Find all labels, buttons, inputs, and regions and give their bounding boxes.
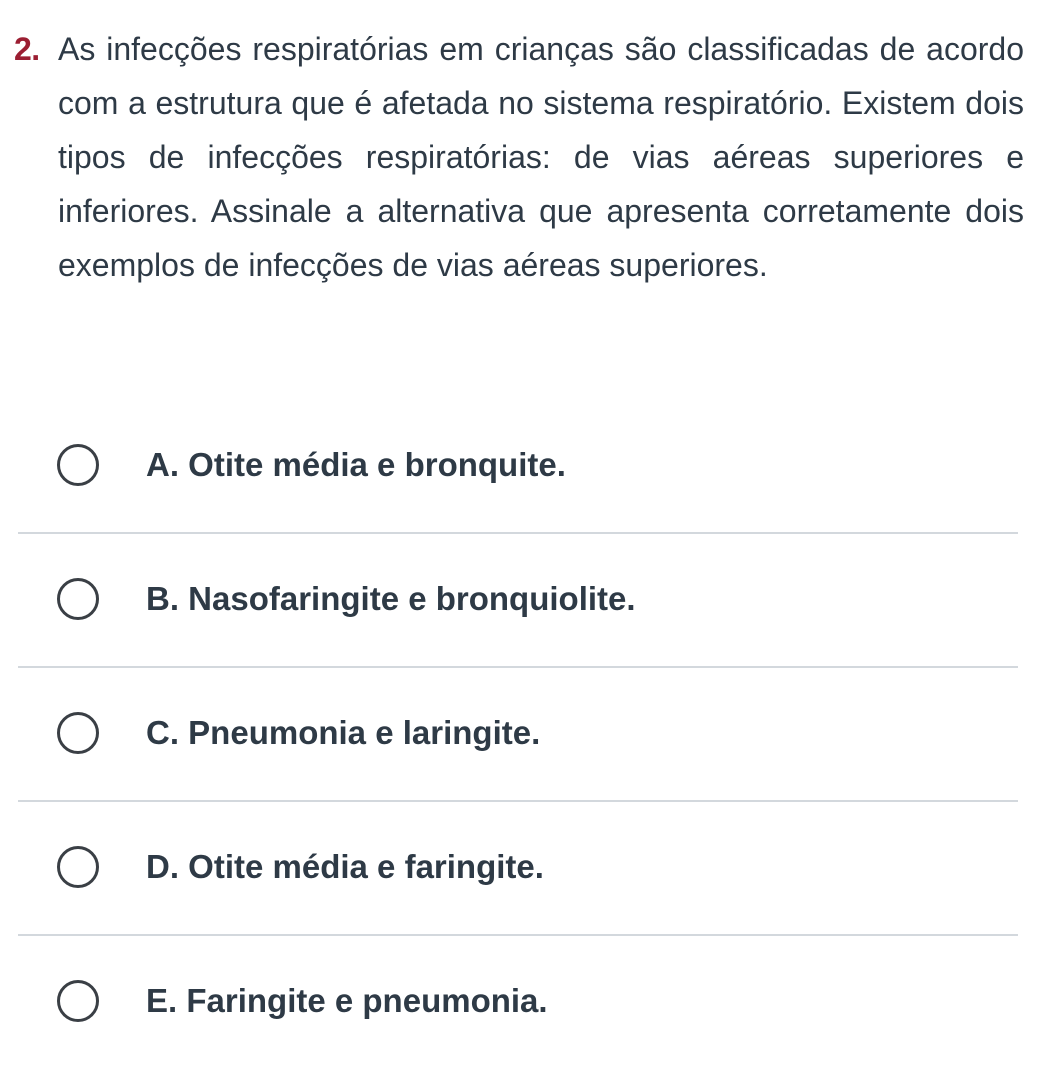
option-e[interactable] <box>0 934 1020 1068</box>
radio-b[interactable] <box>57 578 99 620</box>
option-b[interactable] <box>0 532 1020 666</box>
radio-d[interactable] <box>57 846 99 888</box>
option-d-label: D. Otite média e faringite. <box>146 848 544 885</box>
option-e-label: E. Faringite e pneumonia. <box>146 982 548 1019</box>
option-d[interactable] <box>0 800 1020 934</box>
option-c-label: C. Pneumonia e laringite. <box>146 714 541 751</box>
option-c[interactable] <box>0 666 1020 800</box>
radio-a[interactable] <box>57 444 99 486</box>
answer-options <box>0 398 1053 1068</box>
question-text: As infecções respiratórias em crianças são classificadas de acordo com a estrutura que é afetada no sistema respiratório. Existem dois tipos de infecções respiratórias: de vias aéreas superiores e inferiores. Assinale a alternativa que apresenta corretamente dois exemplos de infecções de vias aéreas superiores. <box>58 31 1024 283</box>
option-a[interactable] <box>0 398 1020 532</box>
question-number: 2. <box>14 31 40 67</box>
radio-e[interactable] <box>57 980 99 1022</box>
option-b-label: B. Nasofaringite e bronquiolite. <box>146 580 636 617</box>
option-a-label: A. Otite média e bronquite. <box>146 446 566 483</box>
radio-c[interactable] <box>57 712 99 754</box>
question-block <box>14 22 1024 292</box>
